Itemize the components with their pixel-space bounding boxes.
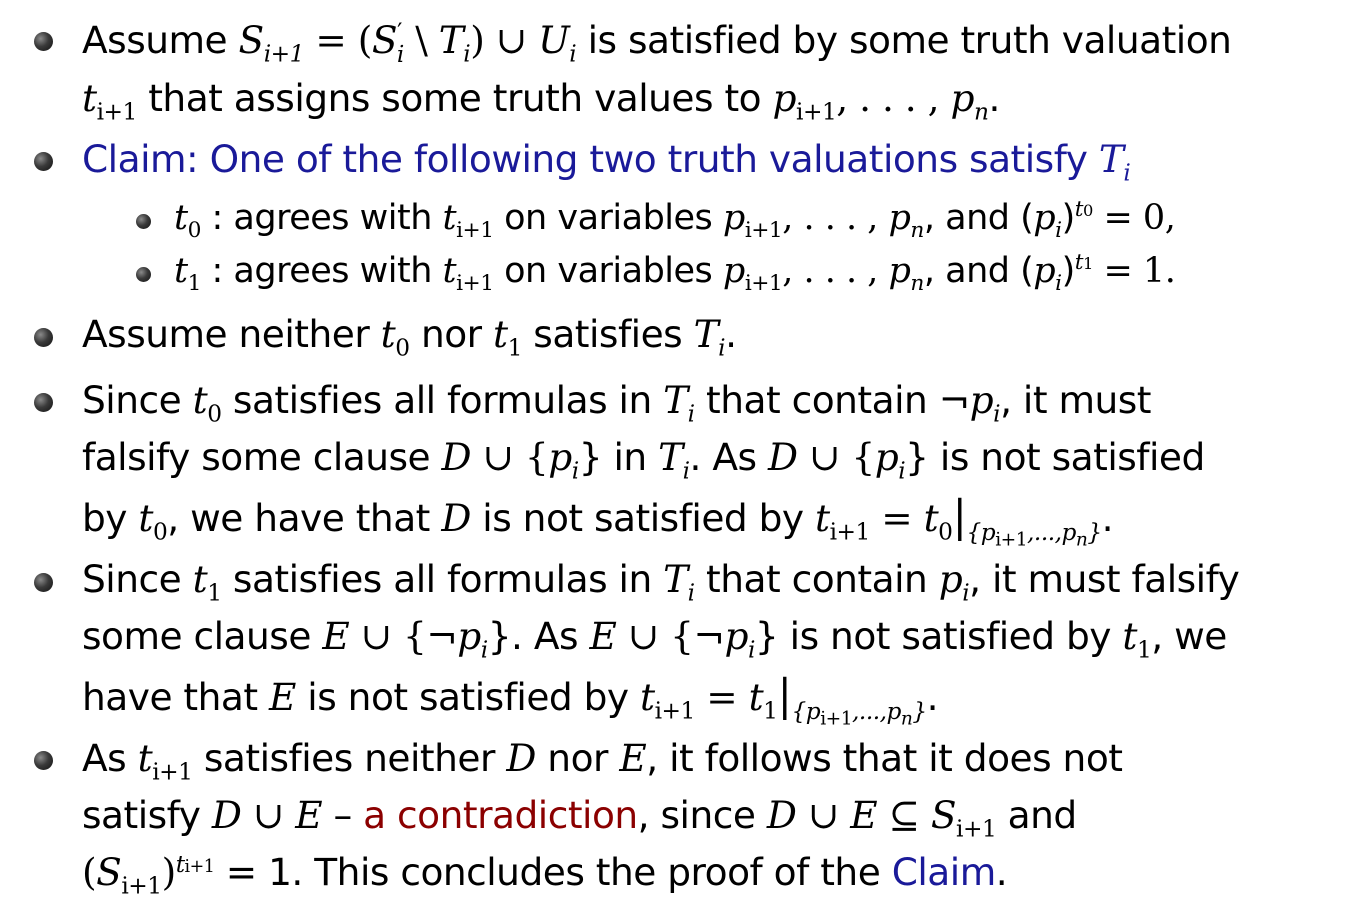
bullet-icon bbox=[34, 152, 53, 171]
bullet-5-line-2: some clause E ∪ $\{\neg p_i\}$. As E ∪ $\{\neg p_i\}$ is not satisfied by $t_1$, we bbox=[82, 614, 1227, 664]
bullet-1-line-2: $t_{i+1}$ that assigns some truth values to $p_{i+1}$, . . . , $p_n$. bbox=[82, 76, 1000, 126]
bullet-icon bbox=[34, 573, 53, 592]
bullet-4-line-2: falsify some clause D ∪ $\{p_i\}$ in $T_i$. As D ∪ $\{p_i\}$ is not satisfied bbox=[82, 435, 1205, 485]
bullet-4-line-1: Since $t_0$ satisfies all formulas in $T_i$ that contain $\neg p_i$, it must bbox=[82, 378, 1152, 428]
claim-line: Claim: One of the following two truth valuations satisfy $T_i$ bbox=[82, 137, 1131, 187]
sub-bullet-t1: $t_1$ : agrees with $t_{i+1}$ on variables $p_{i+1}$, . . . , $p_n$, and $(p_i)^{t1} = 1$. bbox=[174, 250, 1176, 296]
bullet-6-line-2: satisfy D ∪ E – a contradiction, since D ∪ E ⊆ $S_{i+1}$ and bbox=[82, 793, 1077, 843]
bullet-icon bbox=[34, 328, 53, 347]
sub-bullet-t0: $t_0$ : agrees with $t_{i+1}$ on variables $p_{i+1}$, . . . , $p_n$, and $(p_i)^{t0} = 0$, bbox=[174, 197, 1176, 243]
bullet-1-line-1: Assume $S_{i+1} = (S'_i$ \ $T_i$) ∪ $U_i$ is satisfied by some truth valuation bbox=[82, 18, 1232, 68]
claim-reference: Claim bbox=[891, 850, 996, 894]
bullet-3-line-1: Assume neither $t_0$ nor $t_1$ satisfies $T_i$. bbox=[82, 312, 737, 362]
bullet-6-line-1: As $t_{i+1}$ satisfies neither D nor E, it follows that it does not bbox=[82, 736, 1123, 786]
sub-bullet-icon bbox=[136, 214, 151, 229]
bullet-icon bbox=[34, 32, 53, 51]
bullet-4-line-3: by $t_0$, we have that D is not satisfied by $t_{i+1} = t_0|_{\{p_{i+1},...,p_n\}}$. bbox=[82, 492, 1114, 551]
bullet-icon bbox=[34, 393, 53, 412]
bullet-6-line-3: $(S_{i+1})^{ti+1} = 1$. This concludes the proof of the Claim. bbox=[82, 850, 1008, 900]
sub-bullet-icon bbox=[136, 267, 151, 282]
bullet-icon bbox=[34, 751, 53, 770]
bullet-5-line-3: have that E is not satisfied by $t_{i+1} = t_1|_{\{p_{i+1},...,p_n\}}$. bbox=[82, 671, 939, 730]
contradiction-text: a contradiction bbox=[363, 793, 638, 837]
bullet-5-line-1: Since $t_1$ satisfies all formulas in $T_i$ that contain $p_i$, it must falsify bbox=[82, 557, 1240, 607]
